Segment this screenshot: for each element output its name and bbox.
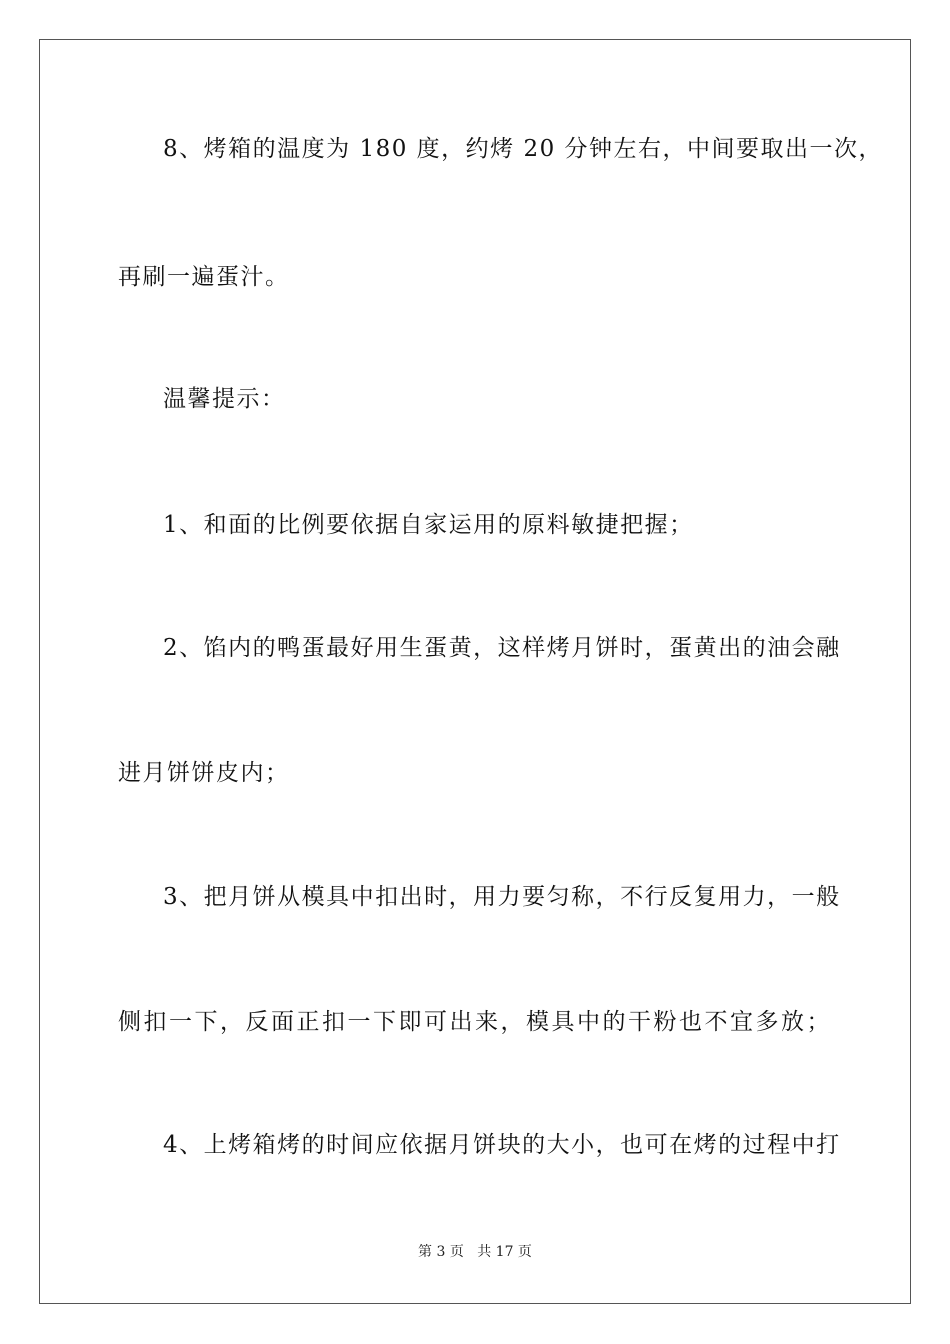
paragraph-line: 进月饼饼皮内； [118,760,290,786]
page-footer [0,1243,950,1261]
paragraph-line: 4、上烤箱烤的时间应依据月饼块的大小，也可在烤的过程中打 [163,1132,841,1158]
paragraph-line: 1、和面的比例要依据自家运用的原料敏捷把握； [163,512,694,538]
paragraph-line: 再刷一遍蛋汁。 [118,264,290,290]
section-heading: 温馨提示： [163,386,286,412]
page-total: 共 17 页 [477,1244,532,1260]
paragraph-line: 3、把月饼从模具中扣出时，用力要匀称，不行反复用力，一般 [163,884,841,910]
paragraph-line: 2、馅内的鸭蛋最好用生蛋黄，这样烤月饼时，蛋黄出的油会融 [163,635,841,661]
page-frame [39,39,911,1304]
page-number: 第 3 页 [418,1244,464,1260]
paragraph-line: 8、烤箱的温度为 180 度，约烤 20 分钟左右，中间要取出一次， [163,136,884,162]
paragraph-line: 侧扣一下，反面正扣一下即可出来，模具中的干粉也不宜多放； [118,1009,831,1035]
